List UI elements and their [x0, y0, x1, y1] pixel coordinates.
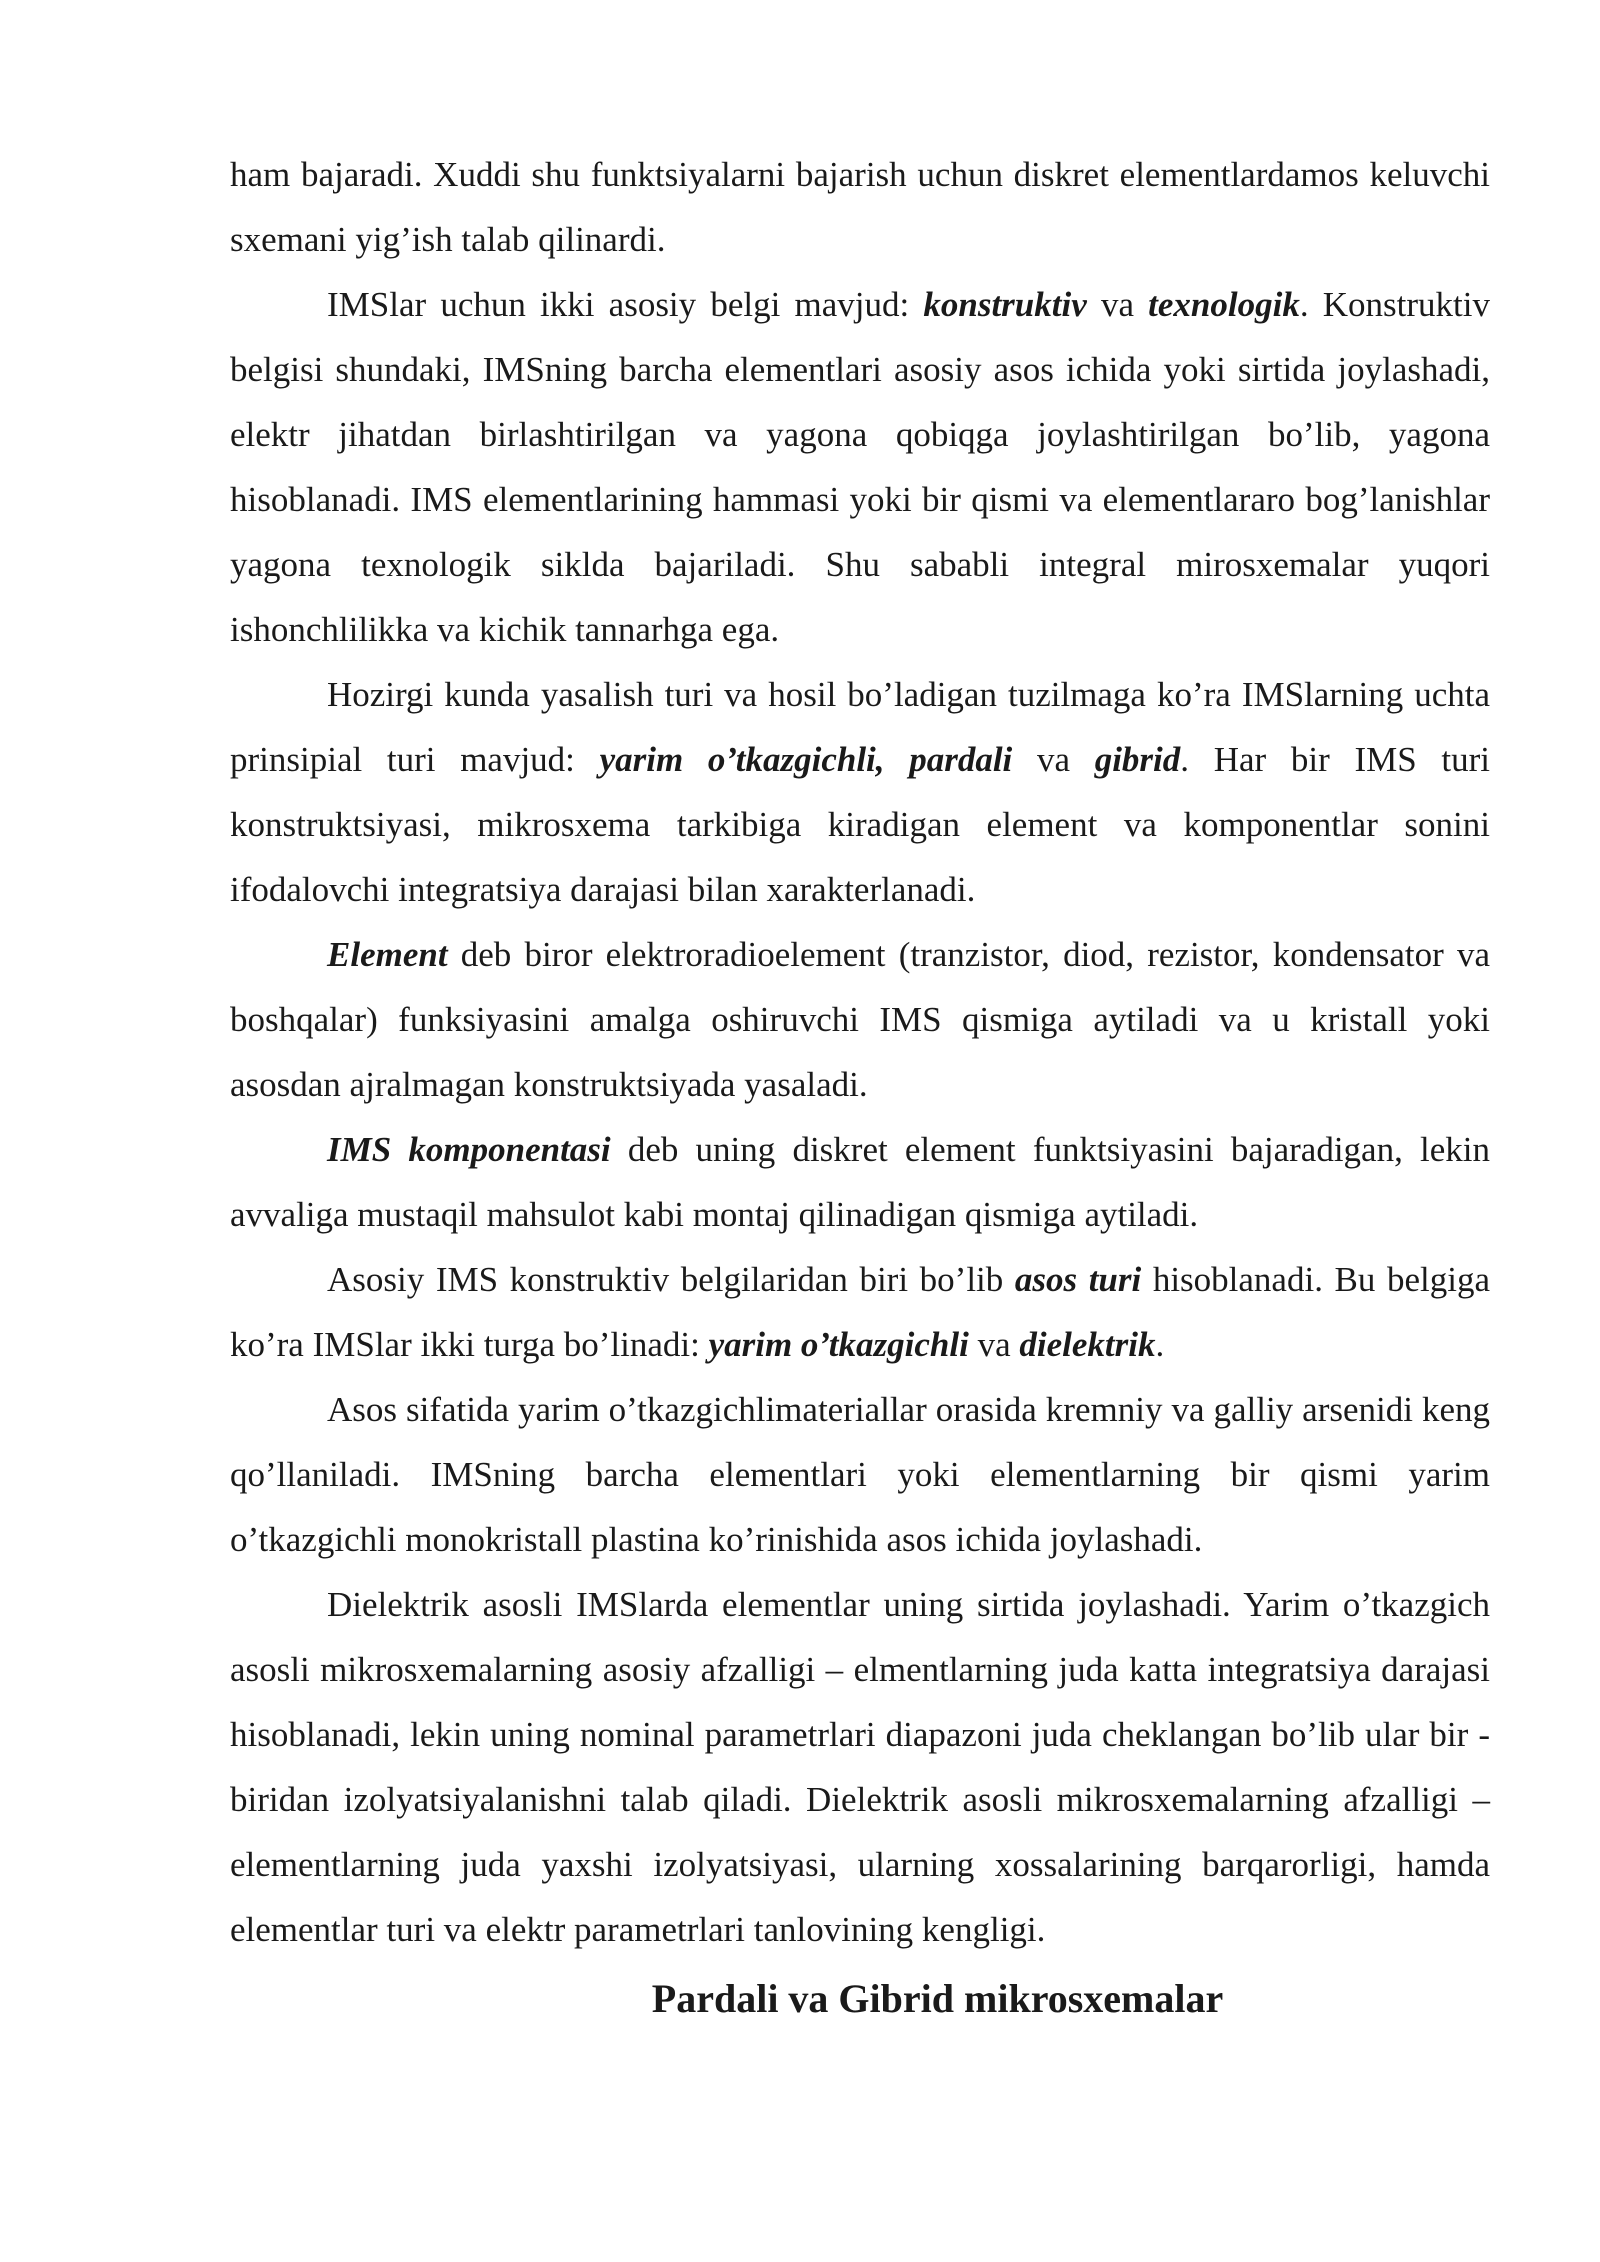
text-run: va: [1086, 285, 1149, 324]
paragraph-1: [230, 142, 1490, 272]
emphasis-term: texnologik: [1148, 285, 1300, 324]
paragraph-8: [230, 1572, 1490, 1962]
text-run: hisoblanadi. Bu belgiga ko’ra IMSlar ikki turga bo’linadi:: [230, 1260, 1490, 1364]
emphasis-term: IMS komponentasi: [327, 1130, 611, 1169]
emphasis-term: yarim o’tkazgichli: [708, 1325, 969, 1364]
text-run: deb biror elektroradioelement (tranzistor, diod, rezistor, kondensator va boshqalar) funksiyasini amalga oshiruvchi IMS qismiga aytiladi va u kristall yoki asosdan ajralmagan konstruktsiyada yasaladi.: [230, 935, 1490, 1104]
emphasis-term: yarim o’tkazgichli, pardali: [599, 740, 1013, 779]
paragraph-4: [230, 922, 1490, 1117]
text-run: ham bajaradi. Xuddi shu funktsiyalarni bajarish uchun diskret elementlardamos keluvchi sxemani yig’ish talab qilinardi.: [230, 155, 1490, 259]
paragraph-5: [230, 1117, 1490, 1247]
paragraph-6: [230, 1247, 1490, 1377]
text-run: . Har bir IMS turi konstruktsiyasi, mikrosxema tarkibiga kiradigan element va komponentlar sonini ifodalovchi integratsiya darajasi bilan xarakterlanadi.: [230, 740, 1490, 909]
text-run: va: [968, 1325, 1020, 1364]
paragraph-3: [230, 662, 1490, 922]
emphasis-term: dielektrik: [1019, 1325, 1156, 1364]
emphasis-term: gibrid: [1094, 740, 1181, 779]
emphasis-term: asos turi: [1014, 1260, 1142, 1299]
emphasis-term: konstruktiv: [923, 285, 1087, 324]
section-heading: Pardali va Gibrid mikrosxemalar: [651, 1976, 1224, 2021]
text-run: IMSlar uchun ikki asosiy belgi mavjud:: [327, 285, 924, 324]
emphasis-term: Element: [327, 935, 448, 974]
document-page: [230, 142, 1490, 2031]
text-run: Asos sifatida yarim o’tkazgichlimateriallar orasida kremniy va galliy arsenidi keng qo’llaniladi. IMSning barcha elementlari yoki elementlarning bir qismi yarim o’tkazgichli monokristall plastina ko’rinishida asos ichida joylashadi.: [230, 1390, 1490, 1559]
text-run: deb uning diskret element funktsiyasini bajaradigan, lekin avvaliga mustaqil mahsulot kabi montaj qilinadigan qismiga aytiladi.: [230, 1130, 1490, 1234]
text-run: . Konstruktiv belgisi shundaki, IMSning barcha elementlari asosiy asos ichida yoki sirtida joylashadi, elektr jihatdan birlashtirilgan va yagona qobiqga joylashtirilgan bo’lib, yagona hisoblanadi. IMS elementlarining hammasi yoki bir qismi va elementlararo bog’lanishlar yagona texnologik siklda bajariladi. Shu sababli integral mirosxemalar yuqori ishonchlilikka va kichik tannarhga ega.: [230, 285, 1490, 649]
text-run: Hozirgi kunda yasalish turi va hosil bo’ladigan tuzilmaga ko’ra IMSlarning uchta prinsipial turi mavjud:: [230, 675, 1490, 779]
text-run: Asosiy IMS konstruktiv belgilaridan biri bo’lib: [327, 1260, 1015, 1299]
paragraph-2: [230, 272, 1490, 662]
text-run: va: [1012, 740, 1095, 779]
paragraph-7: [230, 1377, 1490, 1572]
body-text: [230, 142, 1490, 1962]
text-run: Dielektrik asosli IMSlarda elementlar uning sirtida joylashadi. Yarim o’tkazgich asosli mikrosxemalarning asosiy afzalligi – elmentlarning juda katta integratsiya darajasi hisoblanadi, lekin uning nominal parametrlari diapazoni juda cheklangan bo’lib ular bir - biridan izolyatsiyalanishni talab qiladi. Dielektrik asosli mikrosxemalarning afzalligi – elementlarning juda yaxshi izolyatsiyasi, ularning xossalarining barqarorligi, hamda elementlar turi va elektr parametrlari tanlovining kengligi.: [230, 1585, 1490, 1949]
text-run: .: [1155, 1325, 1165, 1364]
